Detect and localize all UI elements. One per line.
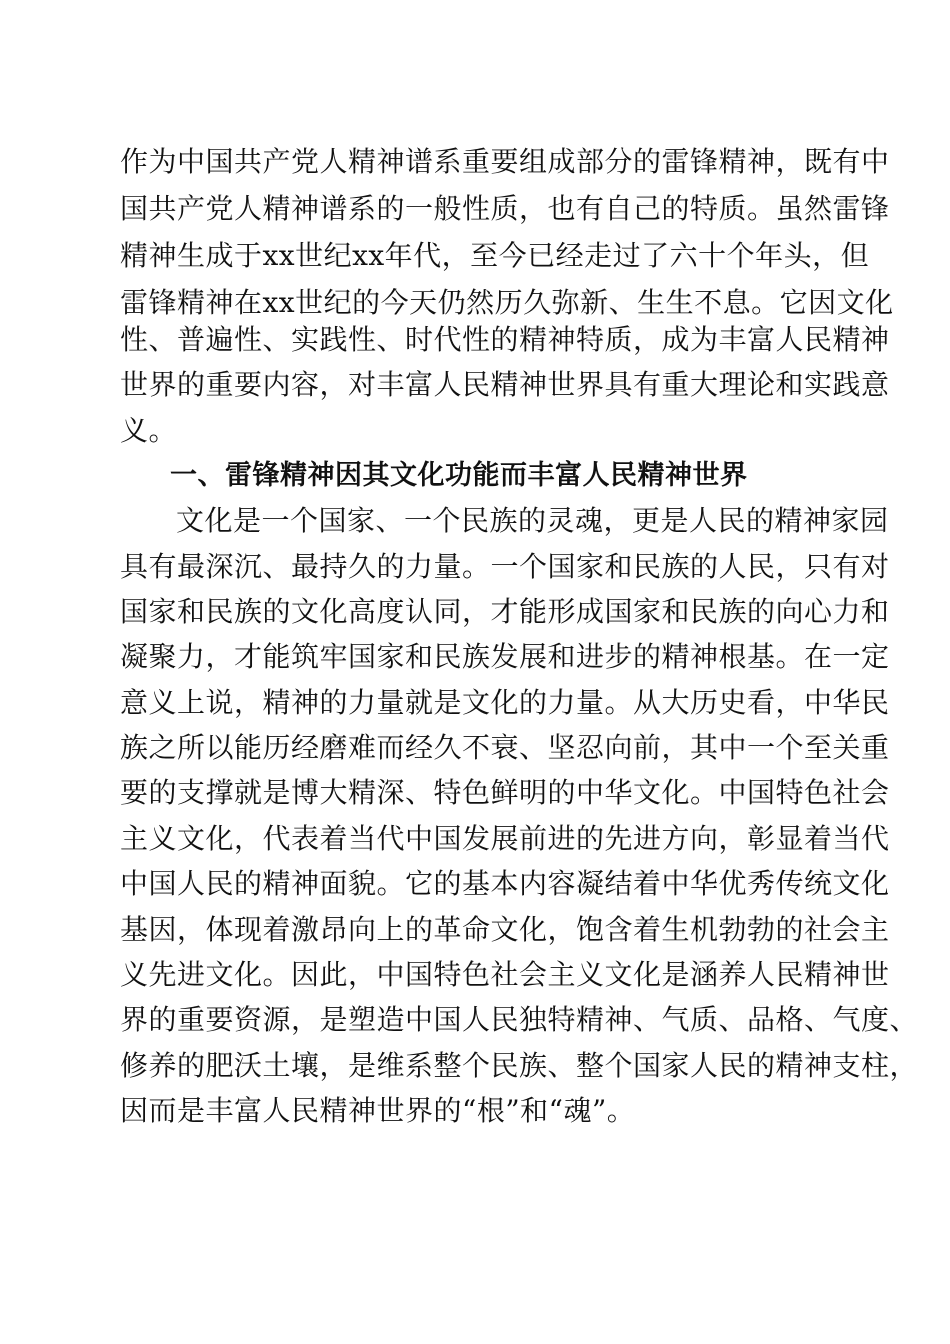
body-line: 文化是一个国家、一个民族的灵魂，更是人民的精神家园: [176, 504, 889, 537]
body-line: 界的重要资源，是塑造中国人民独特精神、气质、品格、气度、: [120, 1003, 919, 1036]
intro-line: 国共产党人精神谱系的一般性质，也有自己的特质。虽然雷锋: [120, 192, 890, 225]
body-line: 要的支撑就是博大精深、特色鲜明的中华文化。中国特色社会: [120, 776, 890, 809]
body-line: 因而是丰富人民精神世界的“根”和“魂”。: [120, 1094, 636, 1127]
body-line: 凝聚力，才能筑牢国家和民族发展和进步的精神根基。在一定: [120, 640, 890, 673]
body-line: 基因，体现着激昂向上的革命文化，饱含着生机勃勃的社会主: [120, 913, 890, 946]
body-line: 中国人民的精神面貌。它的基本内容凝结着中华优秀传统文化: [120, 867, 890, 900]
body-line: 族之所以能历经磨难而经久不衰、坚忍向前，其中一个至关重: [120, 731, 890, 764]
section-heading: 一、雷锋精神因其文化功能而丰富人民精神世界: [170, 460, 748, 491]
intro-line: 义。: [120, 414, 178, 447]
intro-line: 雷锋精神在xx世纪的今天仍然历久弥新、生生不息。它因文化: [120, 286, 894, 319]
intro-line: 性、普遍性、实践性、时代性的精神特质，成为丰富人民精神: [120, 323, 890, 356]
body-line: 具有最深沉、最持久的力量。一个国家和民族的人民，只有对: [120, 550, 890, 583]
intro-line: 作为中国共产党人精神谱系重要组成部分的雷锋精神，既有中: [120, 145, 890, 178]
intro-line: 世界的重要内容，对丰富人民精神世界具有重大理论和实践意: [120, 368, 890, 401]
intro-line: 精神生成于xx世纪xx年代，至今已经走过了六十个年头，但: [120, 239, 870, 272]
body-line: 义先进文化。因此，中国特色社会主义文化是涵养人民精神世: [120, 958, 890, 991]
body-line: 修养的肥沃土壤，是维系整个民族、整个国家人民的精神支柱，: [120, 1049, 919, 1082]
body-line: 主义文化，代表着当代中国发展前进的先进方向，彰显着当代: [120, 822, 890, 855]
body-line: 意义上说，精神的力量就是文化的力量。从大历史看，中华民: [120, 686, 890, 719]
body-line: 国家和民族的文化高度认同，才能形成国家和民族的向心力和: [120, 595, 890, 628]
